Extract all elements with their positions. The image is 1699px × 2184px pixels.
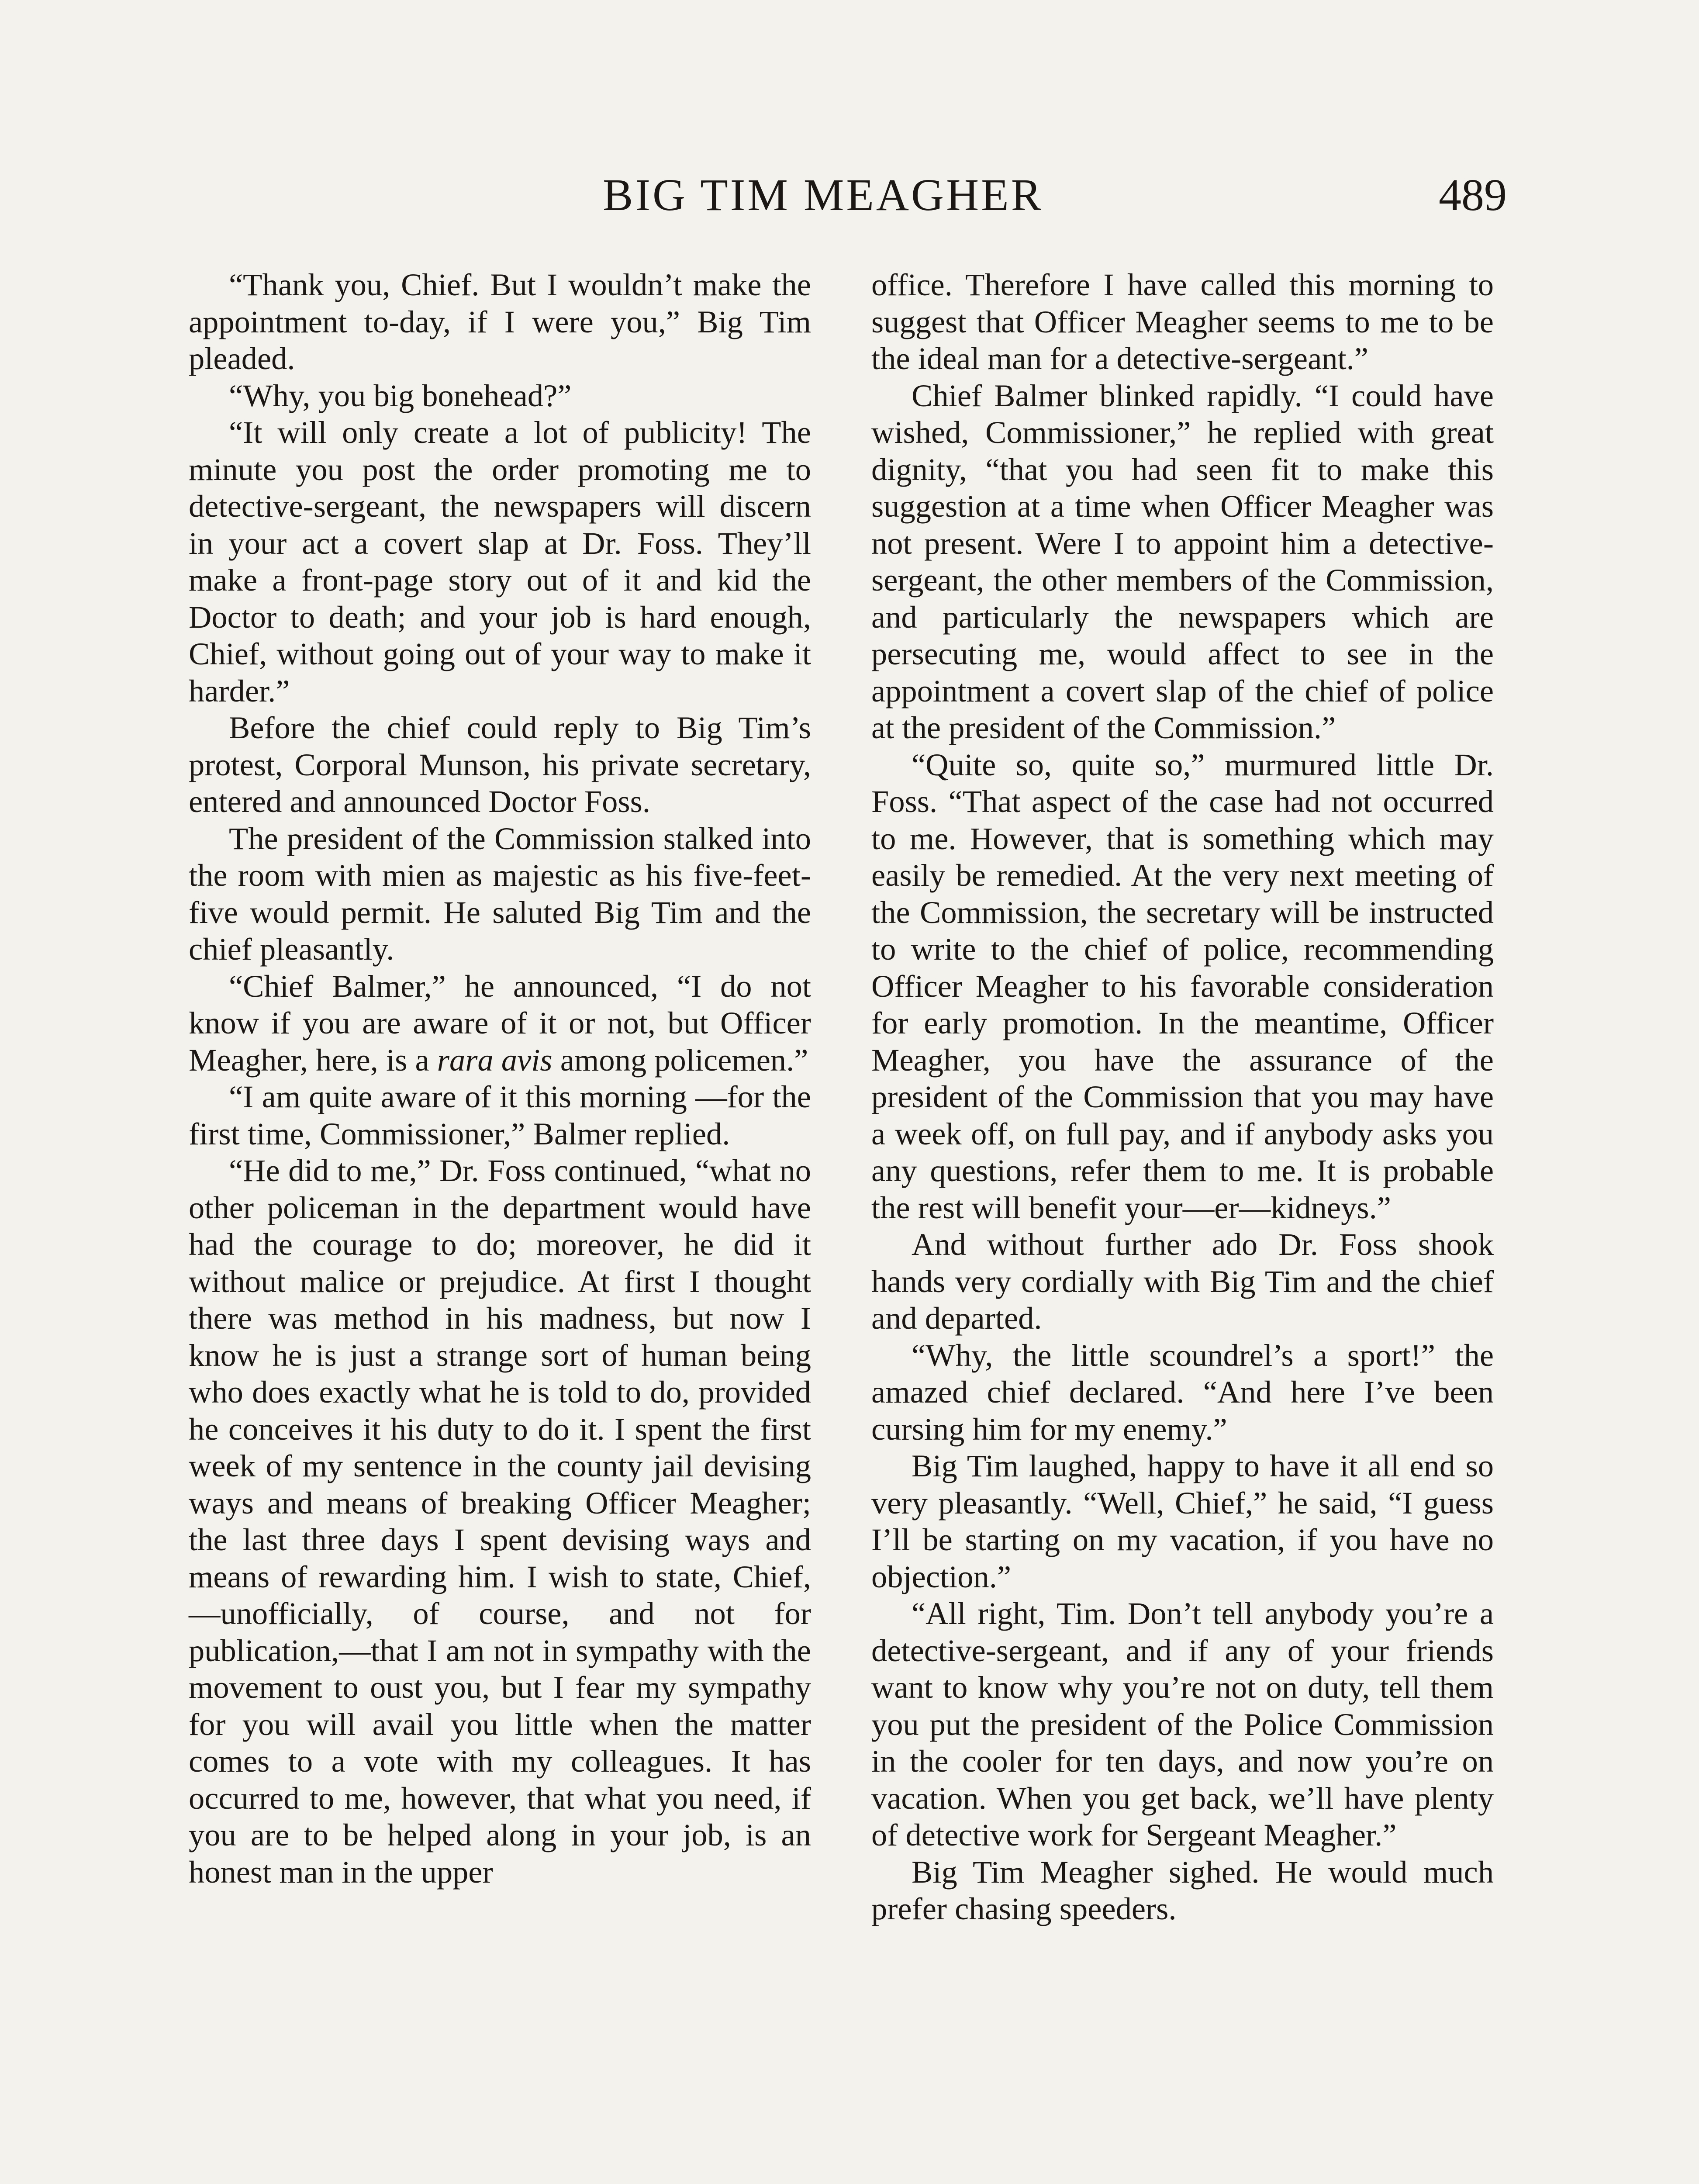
- paragraph: [189, 968, 811, 1079]
- paragraph: Big Tim laughed, happy to have it all end so very pleasantly. “Well, Chief,” he said, “I guess I’ll be starting on my vacation, if you have no objection.”: [871, 1448, 1494, 1594]
- paragraph: Before the chief could reply to Big Tim’s protest, Corporal Munson, his private secretary, entered and announced Doctor Foss.: [189, 710, 811, 819]
- paragraph-text: “Chief Balmer,” he announced, “I do not know if you are aware of it or not, but Officer Meagher, here, is a: [189, 968, 811, 1078]
- paragraph: “Quite so, quite so,” murmured little Dr. Foss. “That aspect of the case had not occurred to me. However, that is something which may easily be remedied. At the very next meeting of the Commission, the secretary will be instructed to write to the chief of police, recommending Officer Meagher to his favorable consideration for early promotion. In the meantime, Officer Meagher, you have the assurance of the president of the Commission that you may have a week off, on full pay, and if anybody asks you any questions, refer them to me. It is probable the rest will benefit your—er—kidneys.”: [871, 746, 1494, 1225]
- paragraph: “He did to me,” Dr. Foss continued, “what no other policeman in the department would have had the courage to do; moreover, he did it without malice or prejudice. At first I thought there was method in his madness, but now I know he is just a strange sort of human being who does exactly what he is told to do, provided he conceives it his duty to do it. I spent the first week of my sentence in the county jail devising ways and means of breaking Officer Meagher; the last three days I spent devising ways and means of rewarding him. I wish to state, Chief,—unofficially, of course, and not for publication,—that I am not in sympathy with the movement to oust you, but I fear my sympathy for you will avail you little when the matter comes to a vote with my colleagues. It has occurred to me, however, that what you need, if you are to be helped along in your job, is an honest man in the upper: [189, 1153, 811, 1890]
- paragraph: “Thank you, Chief. But I wouldn’t make the appointment to-day, if I were you,” Big Tim pleaded.: [189, 267, 811, 376]
- paragraph: “It will only create a lot of publicity! The minute you post the order promoting me to detective-sergeant, the newspapers will discern in your act a covert slap at Dr. Foss. They’ll make a front-page story out of it and kid the Doctor to death; and your job is hard enough, Chief, without going out of your way to make it harder.”: [189, 415, 811, 708]
- page-number: 489: [1439, 170, 1507, 220]
- paragraph: Chief Balmer blinked rapidly. “I could have wished, Commissioner,” he replied with great dignity, “that you had seen fit to make this suggestion at a time when Officer Meagher was not present. Were I to appoint him a detective-sergeant, the other members of the Commission, and particularly the newspapers which are persecuting me, would affect to see in the appointment a covert slap of the chief of police at the president of the Commission.”: [871, 377, 1494, 745]
- italic-phrase: rara avis: [437, 1042, 553, 1078]
- paragraph: “Why, you big bonehead?”: [229, 377, 572, 413]
- paragraph: “I am quite aware of it this morning —for the first time, Commissioner,” Balmer replied.: [189, 1079, 811, 1151]
- paragraph: Big Tim Meagher sighed. He would much prefer chasing speeders.: [871, 1854, 1494, 1926]
- right-column: [871, 266, 1494, 1928]
- left-column: [189, 266, 811, 1890]
- paragraph: And without further ado Dr. Foss shook hands very cordially with Big Tim and the chief and departed.: [871, 1227, 1494, 1336]
- paragraph: The president of the Commission stalked into the room with mien as majestic as his five-feet-five would permit. He saluted Big Tim and the chief pleasantly.: [189, 820, 811, 967]
- paragraph: “All right, Tim. Don’t tell anybody you’re a detective-sergeant, and if any of your friends want to know why you’re not on duty, tell them you put the president of the Police Commission in the cooler for ten days, and now you’re on vacation. When you get back, we’ll have plenty of detective work for Sergeant Meagher.”: [871, 1596, 1494, 1852]
- running-head-title: BIG TIM MEAGHER: [603, 170, 1044, 220]
- continued-paragraph: office. Therefore I have called this morning to suggest that Officer Meagher seems to me to be the ideal man for a detective-sergeant.”: [871, 267, 1494, 376]
- paragraph-text: among policemen.”: [552, 1042, 808, 1078]
- paragraph: “Why, the little scoundrel’s a sport!” the amazed chief declared. “And here I’ve been cursing him for my enemy.”: [871, 1337, 1494, 1447]
